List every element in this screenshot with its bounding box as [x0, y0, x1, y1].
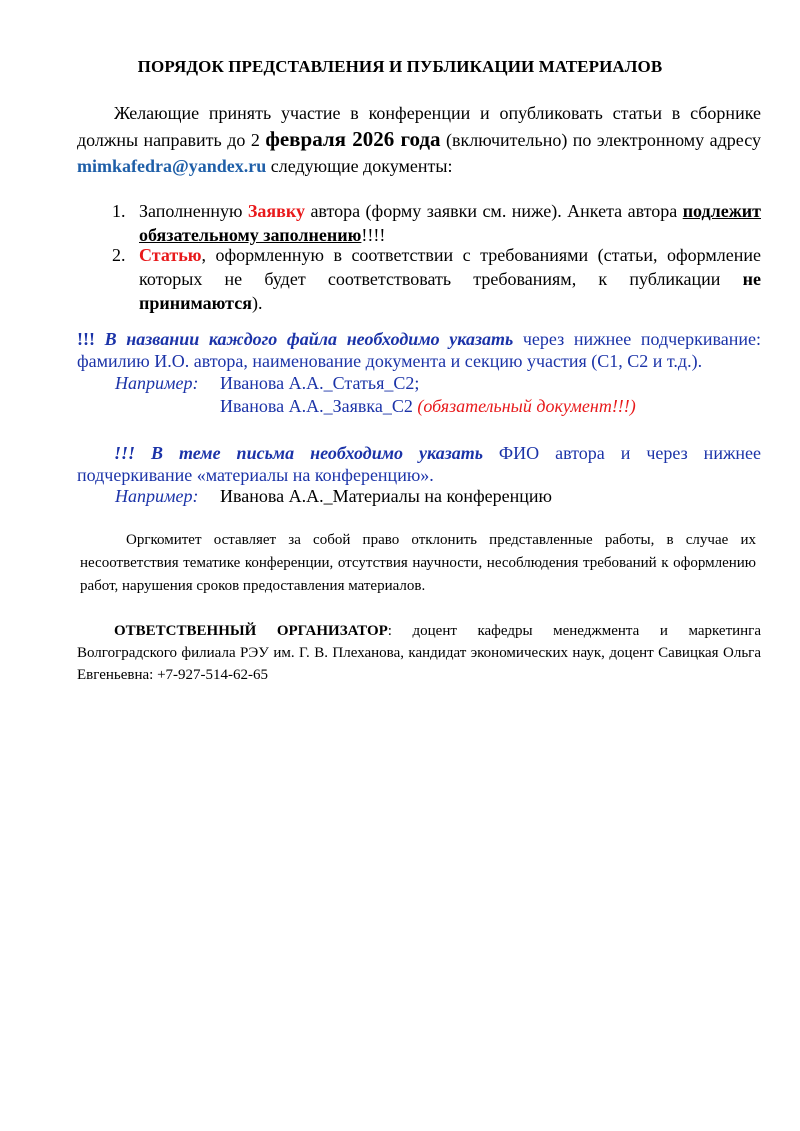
- example-value: [220, 396, 636, 417]
- deadline-date: февраля 2026 года: [265, 127, 441, 151]
- list-number: 1.: [112, 201, 126, 221]
- rejected-note: не принимаются: [139, 269, 761, 313]
- mandatory-warning: (обязательный документ!!!): [417, 396, 636, 416]
- application-highlight: Заявку: [247, 201, 305, 221]
- orgcommittee-paragraph: Оргкомитет оставляет за собой право отклонить представленные работы, в случае их несоответствия тематике конференции, отсутствия научности, несоблюдения требований к оформлению работ, нарушения сроков предоставления материалов.: [80, 532, 756, 594]
- list-text-post: !!!!: [361, 225, 386, 245]
- responsible-text: : доцент кафедры менеджмента и маркетинга Волгоградского филиала РЭУ им. Г. В. Плеханова, кандидат экономических наук, доцент Савицкая Ольга Евгеньевна: +7-927-514-62-65: [77, 623, 761, 683]
- list-text-pre: Заполненную: [139, 201, 248, 221]
- list-text-post: ).: [251, 293, 263, 313]
- exclamation-marks: !!!: [77, 329, 105, 349]
- file-naming-note: [77, 328, 761, 372]
- list-text: [139, 243, 761, 315]
- page-title: ПОРЯДОК ПРЕДСТАВЛЕНИЯ И ПУБЛИКАЦИИ МАТЕРИАЛОВ: [137, 57, 663, 76]
- example-value: Иванова А.А._Статья_С2;: [220, 373, 420, 393]
- intro-text-1: Желающие принять участие в конференции и опубликовать статьи в сборнике должны направить до 2: [77, 103, 761, 150]
- subject-note-emphasis: !!! В теме письма необходимо указать: [114, 443, 483, 463]
- file-note-text: через нижнее подчеркивание: фамилию И.О. автора, наименование документа и секцию участия (С1, С2 и т.д.).: [77, 329, 762, 371]
- responsible-organizer: [77, 620, 761, 686]
- subject-note-text: ФИО автора и через нижнее подчеркивание «материалы на конференцию».: [77, 443, 761, 485]
- intro-text-3: следующие документы:: [266, 156, 453, 176]
- email-address[interactable]: mimkafedra@yandex.ru: [77, 156, 267, 176]
- list-text: [139, 199, 761, 247]
- intro-text-2: (включительно) по электронному адресу: [440, 130, 761, 150]
- article-highlight: Статью: [139, 245, 202, 265]
- file-note-emphasis: В названии каждого файла необходимо указать: [104, 329, 514, 349]
- list-text-mid: автора (форму заявки см. ниже). Анкета автора: [305, 201, 683, 221]
- example-value-text: Иванова А.А._Заявка_С2: [220, 396, 418, 416]
- mandatory-note: подлежит обязательному заполнению: [139, 201, 761, 245]
- example-label: Например:: [115, 486, 199, 506]
- list-text-mid: , оформленную в соответствии с требованиями (статьи, оформление которых не будет соответствовать требованиям, к публикации: [139, 245, 761, 289]
- list-number: 2.: [112, 245, 126, 265]
- example-value: Иванова А.А._Материалы на конференцию: [220, 486, 552, 506]
- responsible-label: ОТВЕТСТВЕННЫЙ ОРГАНИЗАТОР: [114, 623, 388, 639]
- intro-paragraph: [77, 100, 761, 179]
- email-subject-note: [77, 442, 761, 486]
- example-label: Например:: [115, 373, 199, 393]
